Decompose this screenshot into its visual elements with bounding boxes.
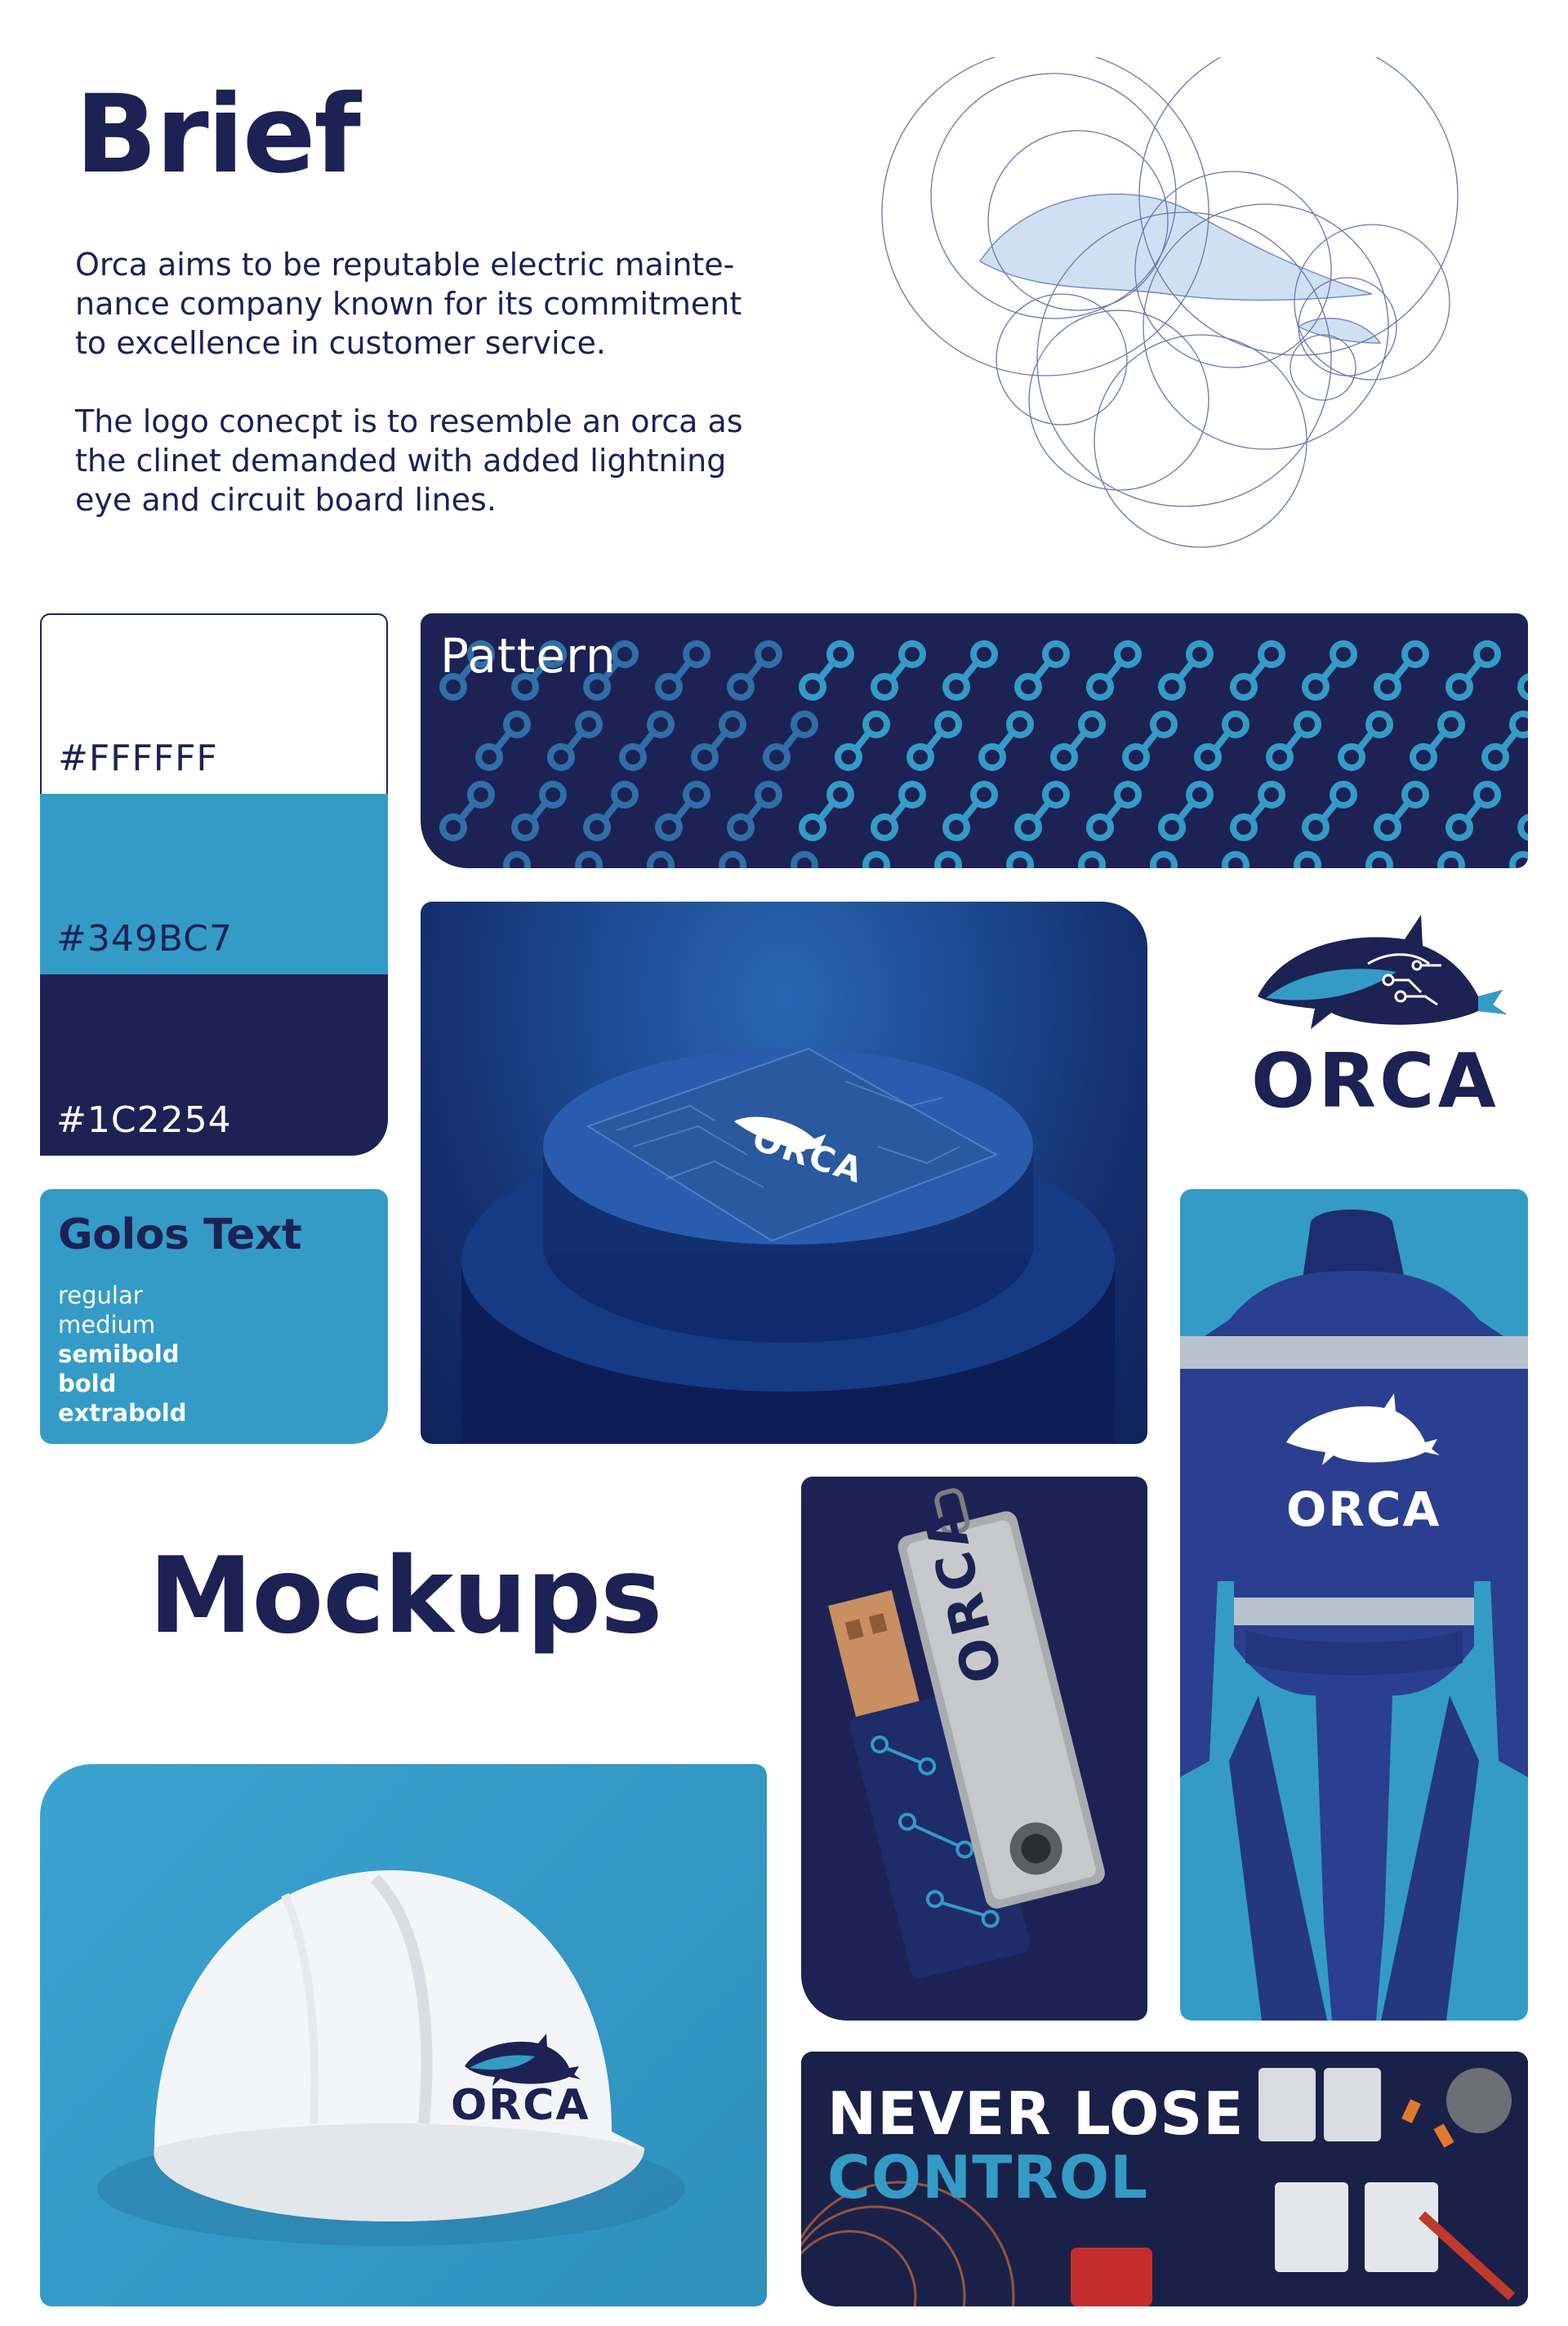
weight-medium: medium (58, 1311, 156, 1339)
circuit-node (1377, 784, 1426, 838)
logo-wordmark: ORCA (1251, 1037, 1499, 1125)
circuit-node (1161, 784, 1210, 838)
circuit-node (1341, 714, 1390, 768)
logo-construction-circles (841, 57, 1486, 555)
circuit-node (910, 854, 959, 868)
circuit-node (1305, 784, 1354, 838)
circuit-node (479, 714, 528, 768)
circuit-node (550, 854, 599, 868)
banner-line-1: NEVER LOSE (827, 2079, 1245, 2148)
circuit-node (1269, 854, 1318, 868)
pattern-label: Pattern (440, 628, 617, 684)
circuit-node (1485, 714, 1528, 768)
circuit-node (1161, 644, 1210, 697)
circuit-node (1125, 854, 1174, 868)
circuit-node (1449, 644, 1498, 697)
color-palette (40, 613, 388, 1156)
circuit-node (658, 644, 707, 697)
circuit-node (1197, 854, 1246, 868)
circuit-node (1054, 714, 1102, 768)
circuit-node (1521, 644, 1528, 697)
circuit-node (1018, 644, 1067, 697)
circuit-node (1054, 854, 1102, 868)
circuit-node (802, 784, 851, 838)
circuit-node (802, 644, 851, 697)
circuit-node (1377, 644, 1426, 697)
circuit-node (694, 854, 743, 868)
font-name: Golos Text (58, 1210, 302, 1259)
pattern-card (421, 613, 1528, 868)
circuit-node (479, 854, 528, 868)
swatch-navy-label: #1C2254 (56, 1099, 232, 1141)
mockups-title: Mockups (149, 1535, 662, 1657)
weight-extrabold: extrabold (58, 1399, 187, 1427)
swatch-white-label: #FFFFFF (58, 737, 218, 779)
circuit-node (586, 784, 635, 838)
circuit-node (1521, 784, 1528, 838)
circuit-node (946, 784, 995, 838)
circuit-node (766, 854, 815, 868)
usb-wordmark: ORCA (911, 1496, 1015, 1689)
brief-paragraph-2: The logo conecpt is to resemble an orca as the clinet demanded with added lightning eye and circuit board lines. (75, 403, 743, 518)
circuit-node (874, 644, 923, 697)
helmet-wordmark: ORCA (451, 2081, 590, 2130)
circuit-node (550, 714, 599, 768)
suit-wordmark: ORCA (1286, 1482, 1441, 1537)
card-wordmark: ORCA (747, 1117, 869, 1192)
circuit-node (838, 854, 887, 868)
circuit-node (1018, 784, 1067, 838)
circuit-node (838, 714, 887, 768)
circuit-node (1341, 854, 1390, 868)
orca-icon (1233, 915, 1527, 1037)
swatch-blue (40, 794, 388, 974)
circuit-node (694, 714, 743, 768)
circuit-node (874, 784, 923, 838)
circuit-node (730, 784, 779, 838)
circuit-node (1485, 854, 1528, 868)
card-on-pedestal-image (421, 902, 1147, 1444)
banner-mockup (801, 2052, 1528, 2306)
circuit-node (1089, 644, 1138, 697)
banner-line-2: CONTROL (827, 2143, 1148, 2212)
weight-bold: bold (58, 1370, 117, 1397)
circuit-node (982, 714, 1031, 768)
circuit-node (1269, 714, 1318, 768)
circuit-node (730, 644, 779, 697)
weight-semibold: semibold (58, 1340, 180, 1368)
coverall-image (1180, 1189, 1528, 2021)
circuit-node (658, 784, 707, 838)
orca-logo (1233, 915, 1527, 1127)
helmet-mockup (40, 1764, 767, 2306)
weight-regular: regular (58, 1281, 143, 1309)
circuit-node (1449, 784, 1498, 838)
circuit-node (1413, 854, 1462, 868)
usb-mockup (801, 1477, 1147, 2021)
circuit-node (443, 784, 492, 838)
font-weights-list (58, 1281, 187, 1428)
circuit-node (514, 784, 564, 838)
circuit-node (1413, 714, 1462, 768)
brief-paragraph-1: Orca aims to be reputable electric mainte- nance company known for its commitment to excellence in customer service. (75, 247, 742, 361)
typography-card (40, 1189, 388, 1444)
circuit-node (1125, 714, 1174, 768)
business-card-mockup (421, 902, 1147, 1444)
brief-text (75, 245, 777, 559)
circuit-node (910, 714, 959, 768)
circuit-node (766, 714, 815, 768)
circuit-node (1233, 644, 1282, 697)
circuit-node (622, 714, 671, 768)
brief-title: Brief (75, 72, 359, 198)
swatch-blue-label: #349BC7 (56, 918, 233, 960)
circuit-node (1233, 784, 1282, 838)
swatch-white (40, 613, 388, 794)
circuit-node (982, 854, 1031, 868)
circuit-node (1305, 644, 1354, 697)
circuit-node (1197, 714, 1246, 768)
circuit-node (622, 854, 671, 868)
workwear-mockup (1180, 1189, 1528, 2021)
hard-hat-image (40, 1764, 767, 2306)
circuit-node (1089, 784, 1138, 838)
swatch-navy (40, 974, 388, 1156)
circuit-node (946, 644, 995, 697)
